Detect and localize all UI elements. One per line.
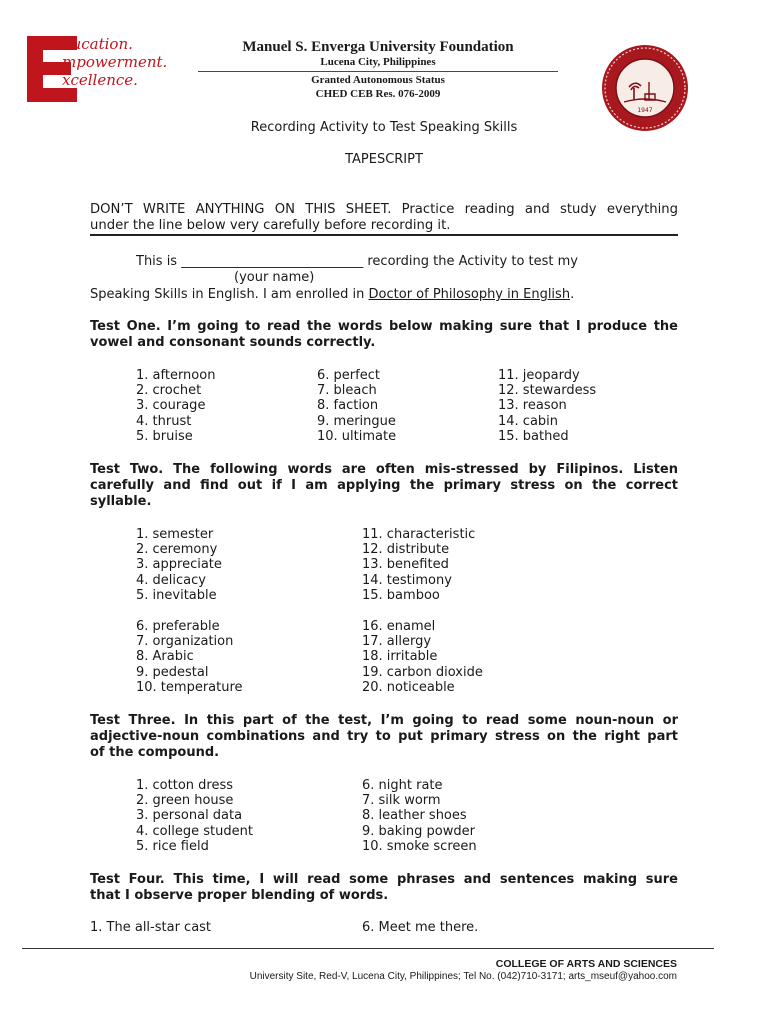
university-city: Lucena City, Philippines [320,56,436,68]
list-item: 5. bruise [136,428,193,444]
list-item: 2. green house [136,793,234,809]
list-item: 13. reason [498,398,567,414]
test-two-column-2b [362,619,483,695]
footer-college: COLLEGE OF ARTS AND SCIENCES [495,958,677,970]
list-item: 9. meringue [317,413,396,429]
test-one-column-2 [317,368,396,444]
test-two-column-2a [362,527,475,603]
list-item: 8. Arabic [136,649,194,665]
test-three-column-1 [136,778,253,854]
page-title: Recording Activity to Test Speaking Skills [250,120,518,135]
slogan-excellence: xcellence. [62,71,138,89]
list-item: 12. distribute [362,542,450,558]
list-item: 14. testimony [362,572,452,588]
list-item: 1. afternoon [136,368,216,383]
intro-line-2: Speaking Skills in English. I am enrolled in Doctor of Philosophy in English. [90,287,575,302]
instruction-line: under the line below very carefully before recording it. [90,218,451,233]
list-item: 4. college student [136,823,253,839]
test-two-heading: Test Two. The following words are often mis-stressed by Filipinos. Listen carefully and find out if I am applying the primary stress on the correct syllable. [90,462,678,509]
list-item: 19. carbon dioxide [362,664,483,680]
autonomous-status: Granted Autonomous Status [311,74,445,86]
list-item: 10. smoke screen [362,838,477,854]
list-item: 7. silk worm [362,793,441,809]
list-item: 18. irritable [362,649,438,665]
list-item: 1. The all-star cast [90,920,212,935]
test-one-column-3 [498,368,596,444]
list-item: 1. cotton dress [136,778,234,793]
list-item: 10. ultimate [317,428,397,444]
list-item: 1. semester [136,527,214,542]
test-two-column-1a [136,527,222,603]
test-two-column-1b [136,619,243,695]
svg-text:1947: 1947 [637,107,653,114]
list-item: 14. cabin [498,413,559,429]
slogan-education: ducation. [62,35,133,53]
list-item: 16. enamel [362,619,436,634]
instruction [90,202,678,234]
list-item: 15. bathed [498,428,569,444]
footer-rule [22,948,714,949]
header-rule [198,71,558,72]
divider-line [90,234,678,236]
list-item: 20. noticeable [362,679,455,695]
list-item: 11. characteristic [362,527,476,542]
list-item: 11. jeopardy [498,368,580,383]
list-item: 9. pedestal [136,664,209,680]
tapescript-subtitle: TAPESCRIPT [345,152,423,167]
list-item: 15. bamboo [362,587,440,603]
list-item: 5. inevitable [136,587,217,603]
list-item: 6. night rate [362,778,443,793]
test-one-heading: Test One. I’m going to read the words below making sure that I produce the vowel and consonant sounds correctly. [90,319,678,350]
test-four-heading: Test Four. This time, I will read some phrases and sentences making sure that I observe proper blending of words. [90,872,678,903]
test-three-heading: Test Three. In this part of the test, I’m going to read some noun-noun or adjective-noun combinations and try to put primary stress on the right part of the compound. [90,713,678,760]
list-item: 12. stewardess [498,383,597,399]
slogan-empowerment: mpowerment. [62,53,168,71]
list-item: 9. baking powder [362,823,475,839]
footer-address: University Site, Red-V, Lucena City, Philippines; Tel No. (042)710-3171; arts_mseuf@yahoo.com [249,971,677,982]
name-blank: ____________________________ [181,254,364,269]
list-item: 3. appreciate [136,557,222,573]
list-item: 8. leather shoes [362,808,467,824]
list-item: 5. rice field [136,838,209,854]
list-item: 2. ceremony [136,542,218,558]
list-item: 6. perfect [317,368,380,383]
university-name: Manuel S. Enverga University Foundation [242,39,514,55]
ched-resolution: CHED CEB Res. 076-2009 [315,88,441,100]
list-item: 10. temperature [136,679,243,695]
list-item: 7. organization [136,634,234,650]
list-item: 3. personal data [136,808,243,824]
list-item: 6. preferable [136,619,220,634]
instruction-line: DON’T WRITE ANYTHING ON THIS SHEET. Practice reading and study everything [90,202,678,217]
test-three-column-2 [362,778,477,854]
name-hint: (your name) [234,270,315,285]
list-item: 8. faction [317,398,379,414]
test-one-column-1 [136,368,215,444]
list-item: 4. delicacy [136,572,206,588]
list-item: 13. benefited [362,557,449,573]
list-item: 7. bleach [317,383,377,399]
list-item: 17. allergy [362,634,432,650]
list-item: 4. thrust [136,413,192,429]
program-name: Doctor of Philosophy in English [368,287,571,302]
university-seal [601,44,689,132]
intro-line-1: This is ____________________________ recording the Activity to test my [136,254,578,269]
list-item: 2. crochet [136,383,202,399]
list-item: 6. Meet me there. [362,920,479,935]
list-item: 3. courage [136,398,206,414]
